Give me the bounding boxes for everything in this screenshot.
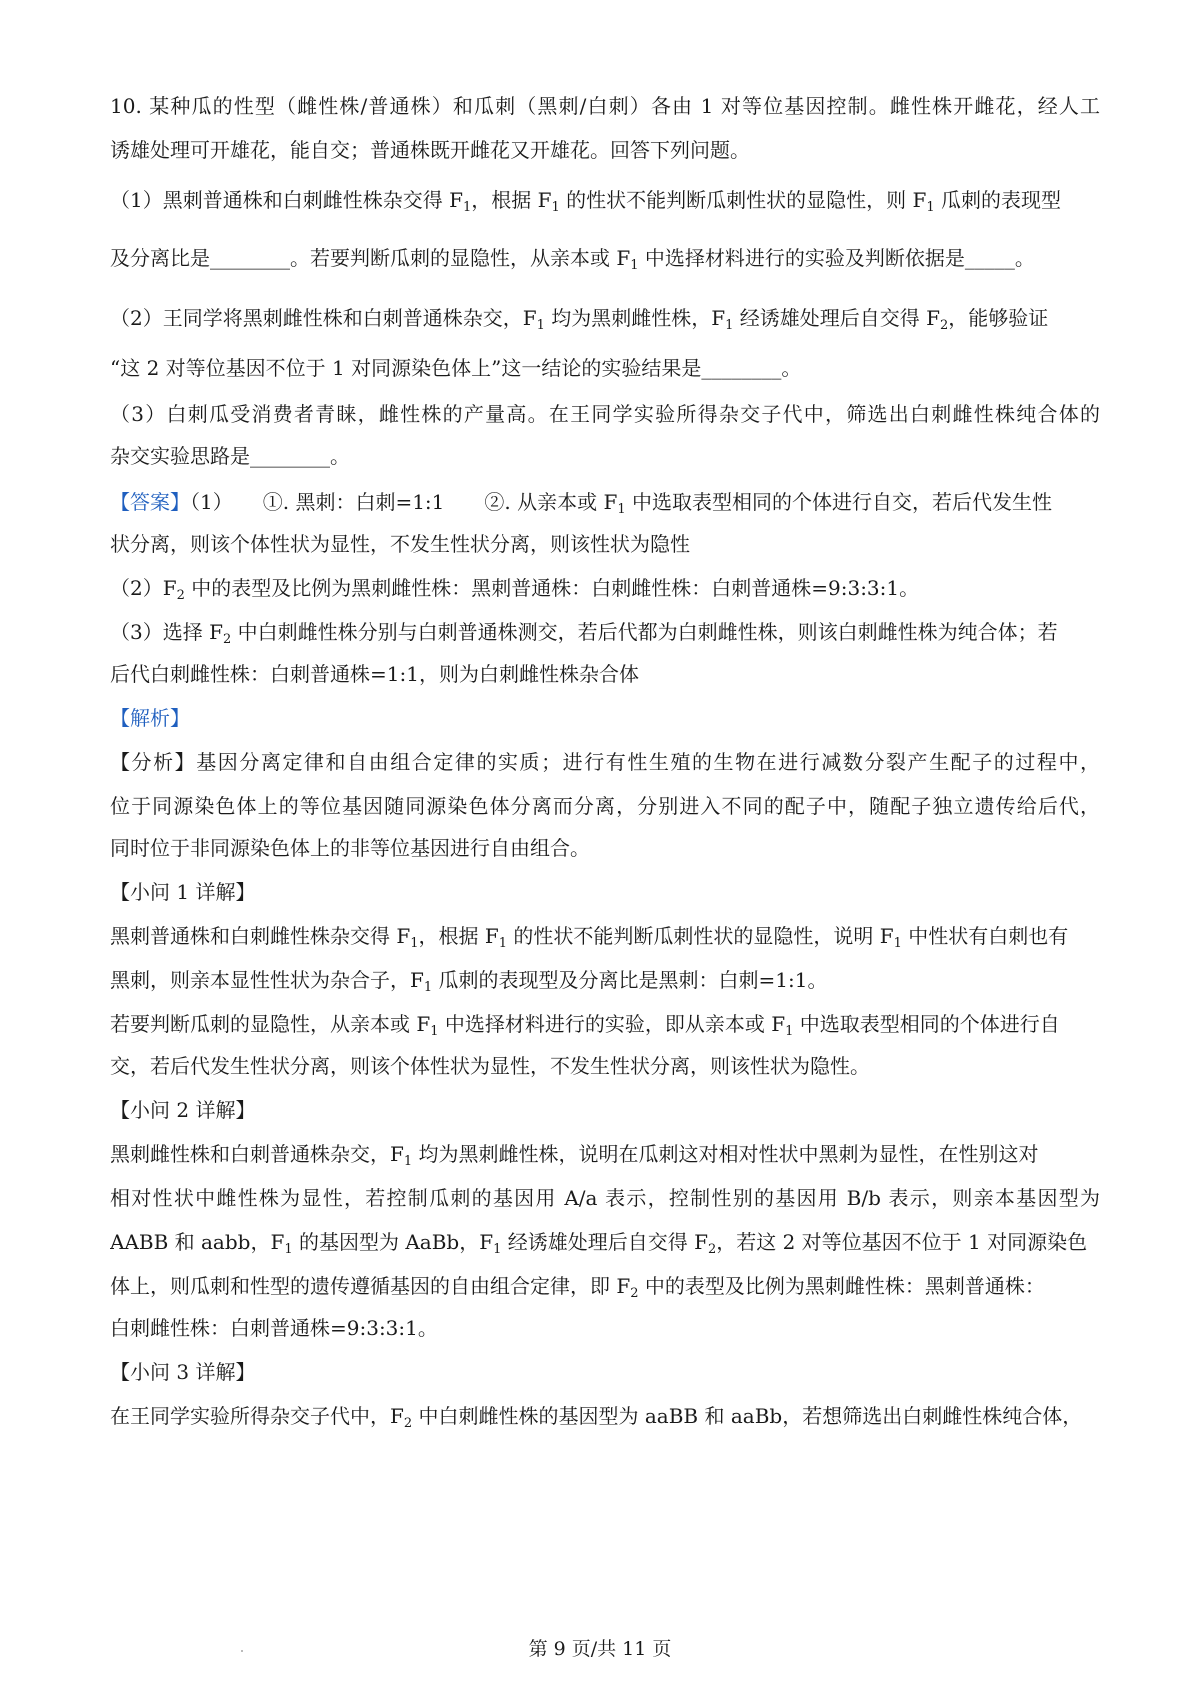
answer-tag: 【答案】 (110, 490, 190, 514)
question-stem-line-1: 10. 某种瓜的性型（雌性株/普通株）和瓜刺（黑刺/白刺）各由 1 对等位基因控制。雌性株开雌花，经人工 (110, 94, 1100, 118)
q1-line-2: 及分离比是________。若要判断瓜刺的显隐性，从亲本或 $F_1$ 中选择材料进行的实验及判断依据是_____。 (110, 246, 1035, 272)
q2-line-2: “这 2 对等位基因不位于 1 对同源染色体上”这一结论的实验结果是________。 (110, 356, 802, 380)
s2-title: 【小问 2 详解】 (110, 1098, 256, 1122)
answer-line-1: 【答案】（1） ①. 黑刺：白刺=1:1 ②. 从亲本或 $F_1$ 中选取表型相同的个体进行自交，若后代发生性 (110, 490, 1052, 516)
answer-2: $(2)F_2$ 中的表型及比例为黑刺雌性株：黑刺普通株：白刺雌性株：白刺普通株=9:3:3:1。 (110, 576, 920, 602)
page-footer: 第 9 页/共 11 页 (528, 1638, 672, 1660)
q3-line-2: 杂交实验思路是________。 (110, 444, 350, 468)
s1-line-1: 黑刺普通株和白刺雌性株杂交得 $F_1$，根据 $F_1$ 的性状不能判断瓜刺性状的显隐性，说明 $F_1$ 中性状有白刺也有 (110, 924, 1069, 950)
answer-3-line-1: （3）选择 $F_2$ 中白刺雌性株分别与白刺普通株测交，若后代都为白刺雌性株，则该白刺雌性株为纯合体；若 (110, 620, 1058, 646)
answer-3-line-2: 后代白刺雌性株：白刺普通株=1:1，则为白刺雌性株杂合体 (110, 662, 639, 686)
answer-line-2: 状分离，则该个体性状为显性，不发生性状分离，则该性状为隐性 (110, 532, 690, 556)
s2-line-1: 黑刺雌性株和白刺普通株杂交，$F_1$ 均为黑刺雌性株，说明在瓜刺这对相对性状中黑刺为显性，在性别这对 (110, 1142, 1039, 1168)
q2-line-1: （2）王同学将黑刺雌性株和白刺普通株杂交，$F_1$ 均为黑刺雌性株，$F_1$ 经诱雄处理后自交得 $F_2$，能够验证 (110, 306, 1049, 332)
analysis-tag-line (110, 704, 1100, 732)
s2-line-3: AABB 和 aabb，$F_1$ 的基因型为 AaBb，$F_1$ 经诱雄处理后自交得 $F_2$，若这 2 对等位基因不位于 1 对同源染色 (110, 1230, 1088, 1256)
analysis-intro-line-3: 同时位于非同源染色体上的非等位基因进行自由组合。 (110, 836, 590, 860)
s3-line-1: 在王同学实验所得杂交子代中，$F_2$ 中白刺雌性株的基因型为 aaBB 和 aaBb，若想筛选出白刺雌性株纯合体， (110, 1404, 1083, 1430)
s1-title: 【小问 1 详解】 (110, 880, 256, 904)
q3-line-1: （3）白刺瓜受消费者青睐，雌性株的产量高。在王同学实验所得杂交子代中，筛选出白刺雌性株纯合体的 (110, 402, 1100, 426)
s3-title: 【小问 3 详解】 (110, 1360, 256, 1384)
s1-line-4: 交，若后代发生性状分离，则该个体性状为显性，不发生性状分离，则该性状为隐性。 (110, 1054, 870, 1078)
analysis-intro-line-1: 【分析】基因分离定律和自由组合定律的实质；进行有性生殖的生物在进行减数分裂产生配子的过程中， (110, 750, 1100, 774)
s1-line-2: 黑刺，则亲本显性性状为杂合子，$F_1$ 瓜刺的表现型及分离比是黑刺：白刺=1:1。 (110, 968, 828, 994)
q1-line-1: （1）黑刺普通株和白刺雌性株杂交得 $F_1$，根据 $F_1$ 的性状不能判断瓜刺性状的显隐性，则 $F_1$ 瓜刺的表现型 (110, 188, 1061, 214)
s2-line-5: 白刺雌性株：白刺普通株=9:3:3:1。 (110, 1316, 438, 1340)
s2-line-2: 相对性状中雌性株为显性，若控制瓜刺的基因用 A/a 表示，控制性别的基因用 B/b 表示，则亲本基因型为 (110, 1186, 1100, 1210)
analysis-tag: 【解析】 (110, 706, 190, 730)
s2-line-4: 体上，则瓜刺和性型的遗传遵循基因的自由组合定律，即 $F_2$ 中的表型及比例为黑刺雌性株：黑刺普通株： (110, 1274, 1045, 1300)
s1-line-3: 若要判断瓜刺的显隐性，从亲本或 $F_1$ 中选择材料进行的实验，即从亲本或 $F_1$ 中选取表型相同的个体进行自 (110, 1012, 1060, 1038)
analysis-intro-line-2: 位于同源染色体上的等位基因随同源染色体分离而分离，分别进入不同的配子中，随配子独立遗传给后代， (110, 794, 1100, 818)
question-stem-line-2: 诱雄处理可开雄花，能自交；普通株既开雌花又开雄花。回答下列问题。 (110, 138, 750, 162)
